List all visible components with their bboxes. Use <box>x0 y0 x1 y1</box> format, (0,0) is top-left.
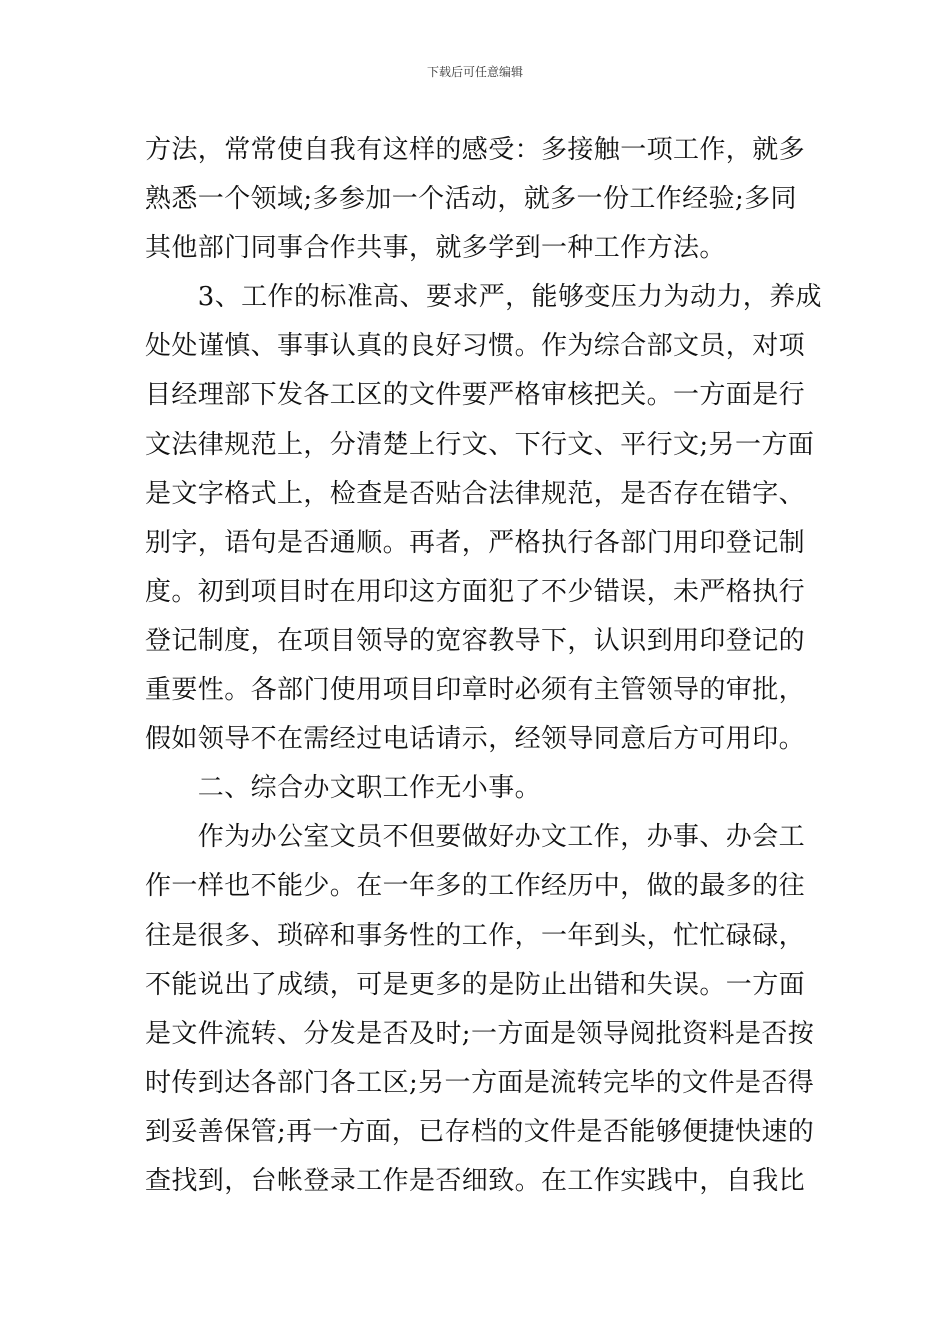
text-line: 时传到达各部门各工区;另一方面是流转完毕的文件是否得 <box>145 1067 815 1098</box>
text-line: 假如领导不在需经过电话请示，经领导同意后方可用印。 <box>145 724 806 755</box>
text-line: 是文字格式上，检查是否贴合法律规范，是否存在错字、 <box>145 478 806 509</box>
text-line: 查找到，台帐登录工作是否细致。在工作实践中，自我比 <box>145 1165 806 1196</box>
text-line: 处处谨慎、事事认真的良好习惯。作为综合部文员，对项 <box>145 331 806 362</box>
text-line: 目经理部下发各工区的文件要严格审核把关。一方面是行 <box>145 380 806 411</box>
text-line: 方法，常常使自我有这样的感受：多接触一项工作，就多 <box>145 135 806 165</box>
text-line: 文法律规范上，分清楚上行文、下行文、平行文;另一方面 <box>145 429 815 460</box>
text-line: 别字，语句是否通顺。再者，严格执行各部门用印登记制 <box>145 527 806 558</box>
text-line: 重要性。各部门使用项目印章时必须有主管领导的审批， <box>145 675 806 706</box>
text-line: 登记制度，在项目领导的宽容教导下，认识到用印登记的 <box>145 625 806 656</box>
text-line: 度。初到项目时在用印这方面犯了不少错误，未严格执行 <box>145 576 806 607</box>
text-line: 往是很多、琐碎和事务性的工作，一年到头，忙忙碌碌， <box>145 920 806 951</box>
section-heading: 二、综合办文职工作无小事。 <box>145 773 542 804</box>
text-line: 作为办公室文员不但要做好办文工作，办事、办会工 <box>145 822 806 853</box>
document-body <box>145 126 822 1206</box>
text-line: 是文件流转、分发是否及时;一方面是领导阅批资料是否按 <box>145 1018 815 1049</box>
text-line: 其他部门同事合作共事，就多学到一种工作方法。 <box>145 233 726 264</box>
text-line: 熟悉一个领域;多参加一个活动，就多一份工作经验;多同 <box>145 184 797 215</box>
page-header: 下载后可任意编辑 <box>426 65 523 79</box>
text-line: 作一样也不能少。在一年多的工作经历中，做的最多的往 <box>145 871 806 902</box>
text-line: 到妥善保管;再一方面，已存档的文件是否能够便捷快速的 <box>145 1116 815 1147</box>
text-line: 不能说出了成绩，可是更多的是防止出错和失误。一方面 <box>145 969 806 1000</box>
text-line: 3、工作的标准高、要求严，能够变压力为动力，养成 <box>145 282 822 313</box>
